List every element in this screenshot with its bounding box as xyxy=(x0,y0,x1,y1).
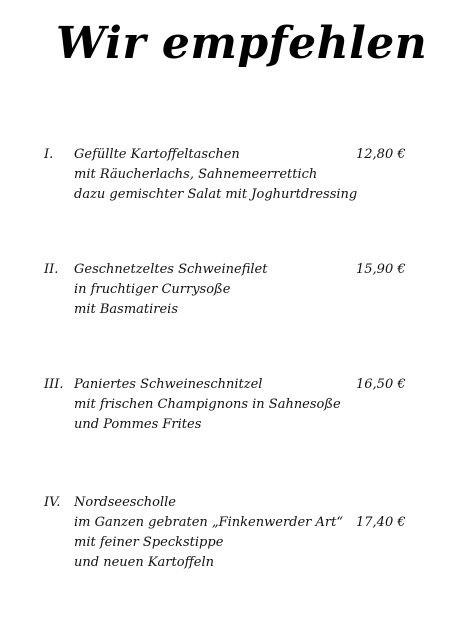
item-name: Gefüllte Kartoffeltaschen xyxy=(74,147,240,162)
item-numeral: I. xyxy=(44,147,54,162)
item-numeral: III. xyxy=(44,377,64,392)
page-title: Wir empfehlen xyxy=(56,18,428,69)
item-price: 12,80 € xyxy=(356,147,406,162)
item-description xyxy=(74,260,344,320)
item-detail: und Pommes Frites xyxy=(74,417,202,432)
item-numeral: II. xyxy=(44,262,59,277)
item-detail: in fruchtiger Currysoße xyxy=(74,282,231,297)
item-detail: dazu gemischter Salat mit Joghurtdressing xyxy=(74,187,358,202)
item-numeral: IV. xyxy=(44,495,61,510)
item-name: Geschnetzeltes Schweinefilet xyxy=(74,262,268,277)
item-price: 15,90 € xyxy=(356,262,406,277)
item-description xyxy=(74,375,344,435)
item-detail: mit feiner Speckstippe xyxy=(74,535,224,550)
item-description xyxy=(74,145,358,205)
item-detail: mit Basmatireis xyxy=(74,302,179,317)
item-detail: mit Räucherlachs, Sahnemeerrettich xyxy=(74,167,318,182)
item-detail: und neuen Kartoffeln xyxy=(74,555,214,570)
item-price: 17,40 € xyxy=(356,515,406,530)
item-description xyxy=(74,493,344,573)
item-price: 16,50 € xyxy=(356,377,406,392)
item-name: Paniertes Schweineschnitzel xyxy=(74,377,263,392)
item-name: Nordseescholle xyxy=(74,495,176,510)
item-detail: im Ganzen gebraten „Finkenwerder Art“ xyxy=(74,515,343,530)
item-detail: mit frischen Champignons in Sahnesoße xyxy=(74,397,341,412)
